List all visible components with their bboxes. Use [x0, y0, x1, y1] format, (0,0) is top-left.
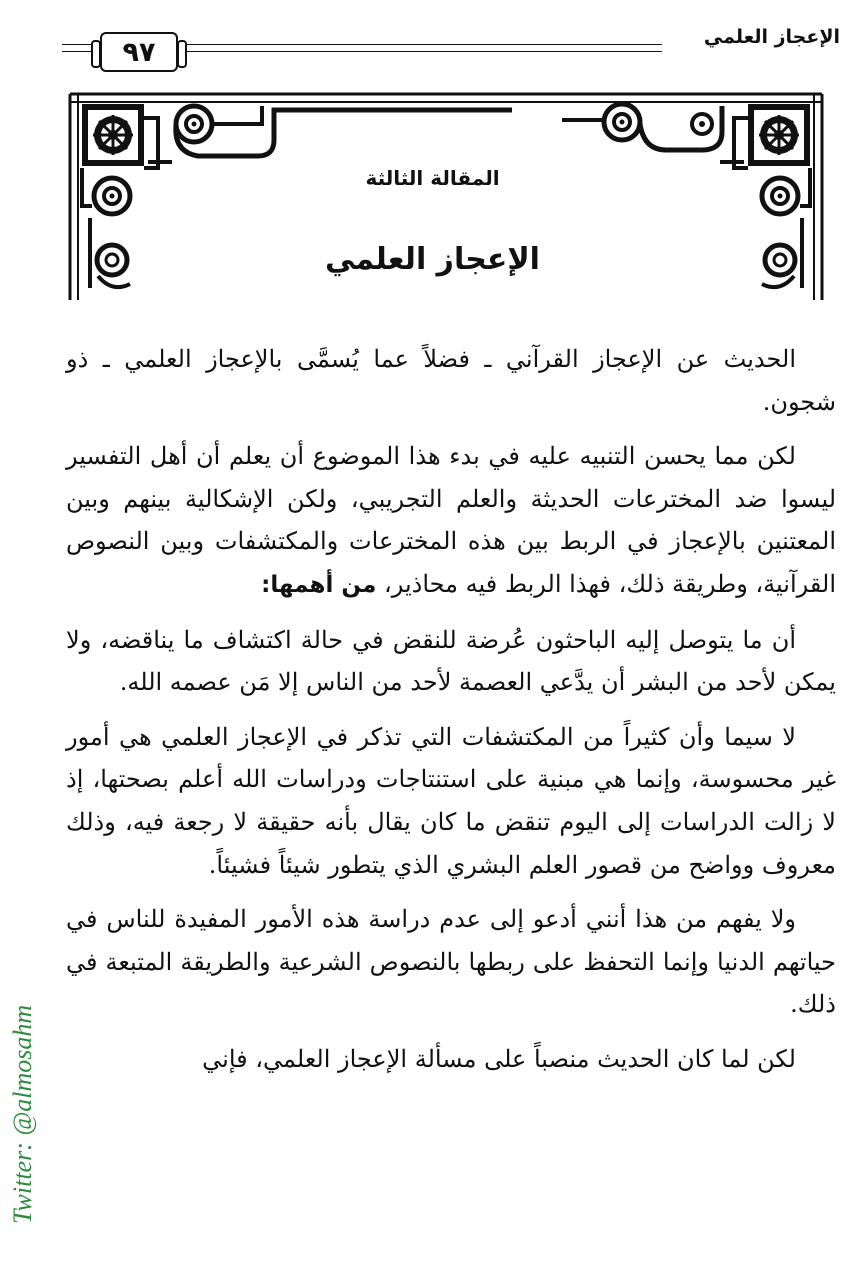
- paragraph-2-bold: من أهمها:: [261, 571, 377, 598]
- header-rule-middle-top: [184, 44, 662, 45]
- header-rule-middle-bottom: [184, 51, 662, 52]
- left-top-scroll: [176, 106, 512, 156]
- twitter-watermark: Twitter: @almosahm: [8, 1004, 37, 1224]
- paragraph-3: أن ما يتوصل إليه الباحثون عُرضة للنقض في حالة اكتشاف ما يناقضه، ولا يمكن لأحد من البشر أن يدَّعي العصمة لأحد من الناس إلا مَن عصمه الله.: [66, 625, 836, 697]
- paragraph-5: ولا يفهم من هذا أنني أدعو إلى عدم دراسة هذه الأمور المفيدة للناس في حياتهم الدنيا وإنما التحفظ على ربطها بالنصوص الشرعية والطريقة المتبعة في ذلك.: [66, 905, 836, 1019]
- paragraph-6: لكن لما كان الحديث منصباً على مسألة الإعجاز العلمي، فإني: [202, 1044, 796, 1073]
- paragraph-2-text: لكن مما يحسن التنبيه عليه في بدء هذا الموضوع أن يعلم أن أهل التفسير ليسوا ضد المخترعات الحديثة والعلم التجريبي، ولكن الإشكالية بينهم وبين المعتنين بالإعجاز في الربط بين هذه المخترعات والمكتشفات وبين النصوص القرآنية، وطريقة ذلك، فهذا الربط فيه محاذير،: [66, 442, 836, 598]
- paragraph-1: الحديث عن الإعجاز القرآني ـ فضلاً عما يُسمَّى بالإعجاز العلمي ـ ذو شجون.: [66, 345, 836, 416]
- page-number: ٩٧: [100, 32, 178, 72]
- running-title: الإعجاز العلمي: [703, 26, 840, 48]
- right-top-scroll: [562, 104, 722, 150]
- paragraph-4: لا سيما وأن كثيراً من المكتشفات التي تذكر في الإعجاز العلمي هي أمور غير محسوسة، وإنما هي مبنية على استنتاجات ودراسات الله أعلم بصحتها، إذ لا زالت الدراسات إلى اليوم تنقض ما كان يقال بأنه حقيقة لا رجعة فيه، وذلك معروف وواضح من قصور العلم البشري الذي يتطور شيئاً فشيئاً.: [66, 722, 836, 879]
- running-header: [62, 22, 840, 82]
- paragraph-2: [66, 435, 836, 606]
- article-label: المقالة الثالثة: [365, 166, 500, 190]
- article-title: الإعجاز العلمي: [325, 242, 540, 277]
- body-text: [66, 338, 836, 1093]
